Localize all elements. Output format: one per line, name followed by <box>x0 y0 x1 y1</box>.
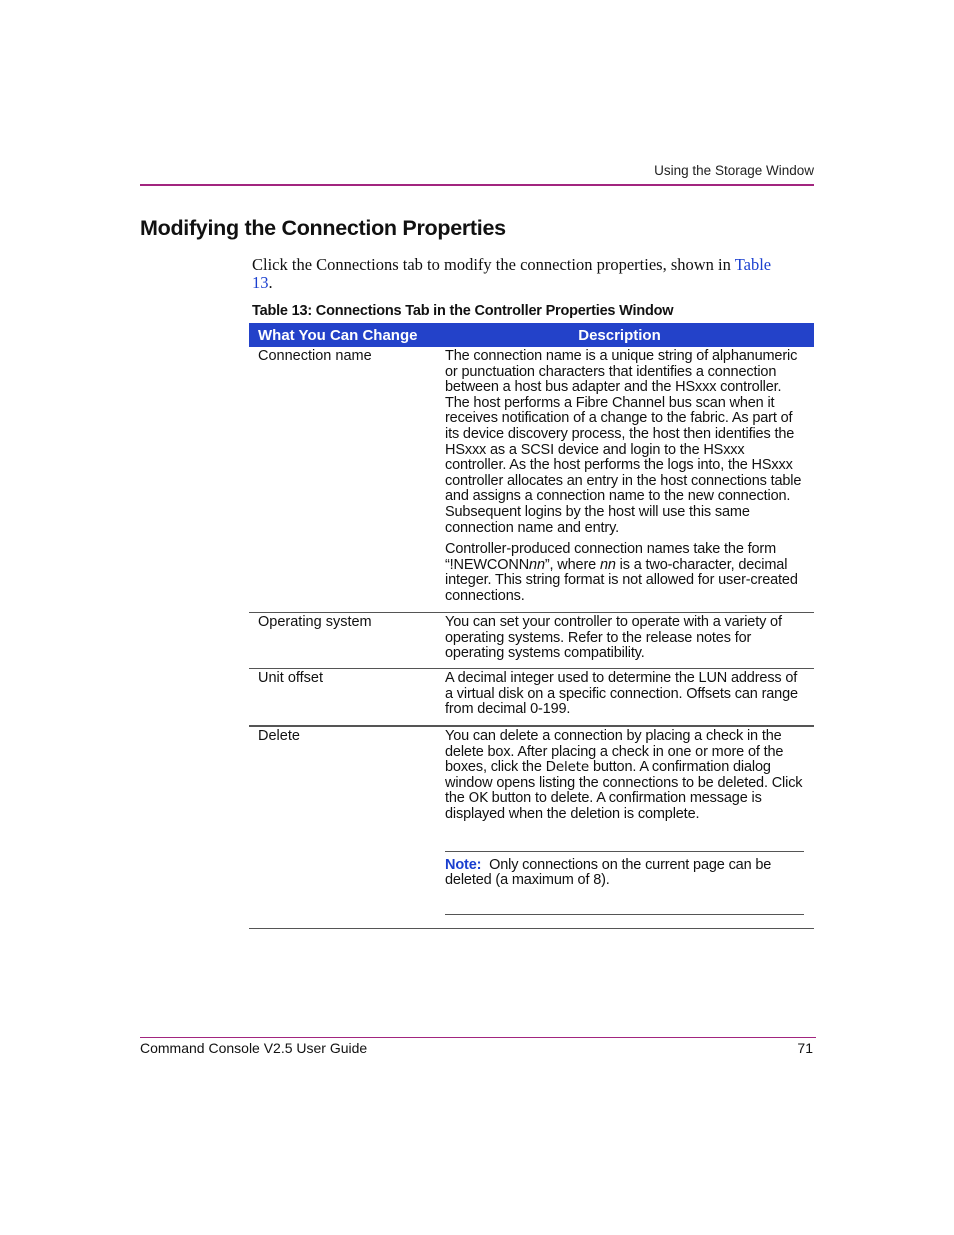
intro-text: Click the Connections tab to modify the connection properties, shown in <box>252 255 731 274</box>
intro-paragraph <box>252 256 792 292</box>
table-row <box>249 727 814 929</box>
note-box <box>445 851 804 915</box>
connections-table <box>249 323 814 929</box>
text-span: Controller-produced connection names take the form “!NEWCONN <box>445 541 777 573</box>
text-span: is a two-character, decimal integer. This string format is not allowed for user-created connections. <box>445 556 798 604</box>
row-description <box>445 727 805 928</box>
row-name: Operating system <box>258 614 372 630</box>
description-paragraph: The connection name is a unique string of alphanumeric or punctuation characters that identifies a connection between a host bus adapter and the HSxxx controller. The host performs a Fibre Channel bus scan when it receives notification of a change to the fabric. As part of its device discovery process, the host then identifies the HSxxx as a SCSI device and login to the HSxxx controller. As the host performs the logs into, the HSxxx controller allocates an entry in the host connections table and assigns a connection name to the new connection. Subsequent logins by the host will use this same connection name and entry. <box>445 348 802 536</box>
italic-term: nn <box>529 556 545 573</box>
text-span: button. A confirmation dialog window opens listing the connections to be deleted. Click the <box>445 759 803 807</box>
text-span: ”, where <box>544 556 600 573</box>
row-name: Delete <box>258 728 300 744</box>
row-name: Unit offset <box>258 670 324 686</box>
text-span: You can delete a connection by placing a check in the delete box. After placing a check in one or more of the boxes, click the <box>445 728 784 776</box>
column-header-description: Description <box>578 326 661 344</box>
intro-period: . <box>268 273 273 292</box>
footer-guide-title: Command Console V2.5 User Guide <box>140 1040 368 1056</box>
row-description <box>445 613 805 668</box>
column-header-what-you-can-change: What You Can Change <box>258 326 418 344</box>
table-row <box>249 347 814 613</box>
row-name: Connection name <box>258 348 372 364</box>
note-label: Note: <box>445 856 482 873</box>
description-paragraph: You can set your controller to operate with a variety of operating systems. Refer to the release notes for operating systems compatibility. <box>445 614 782 662</box>
ok-button-label: OK <box>468 790 488 807</box>
table-13-link[interactable]: Table 13 <box>252 255 772 292</box>
row-description <box>445 669 805 725</box>
description-paragraph <box>445 729 805 823</box>
description-paragraph: A decimal integer used to determine the LUN address of a virtual disk on a specific connection. Offsets can range from decimal 0-199. <box>445 670 798 718</box>
note-text: Only connections on the current page can be deleted (a maximum of 8). <box>445 856 772 889</box>
italic-term: nn <box>599 556 616 573</box>
header-rule <box>140 184 814 186</box>
table-row <box>249 669 814 727</box>
delete-button-label: Delete <box>545 759 590 776</box>
running-header: Using the Storage Window <box>654 163 814 178</box>
text-span: button to delete. A confirmation message is displayed when the deletion is complete. <box>445 790 762 822</box>
description-paragraph <box>445 542 805 604</box>
footer-rule <box>140 1037 816 1038</box>
table-row <box>249 613 814 669</box>
table-caption: Table 13: Connections Tab in the Controller Properties Window <box>252 303 674 319</box>
row-description <box>445 347 805 612</box>
table-header-row <box>249 323 814 347</box>
page-number: 71 <box>797 1040 813 1056</box>
section-title: Modifying the Connection Properties <box>140 216 506 240</box>
